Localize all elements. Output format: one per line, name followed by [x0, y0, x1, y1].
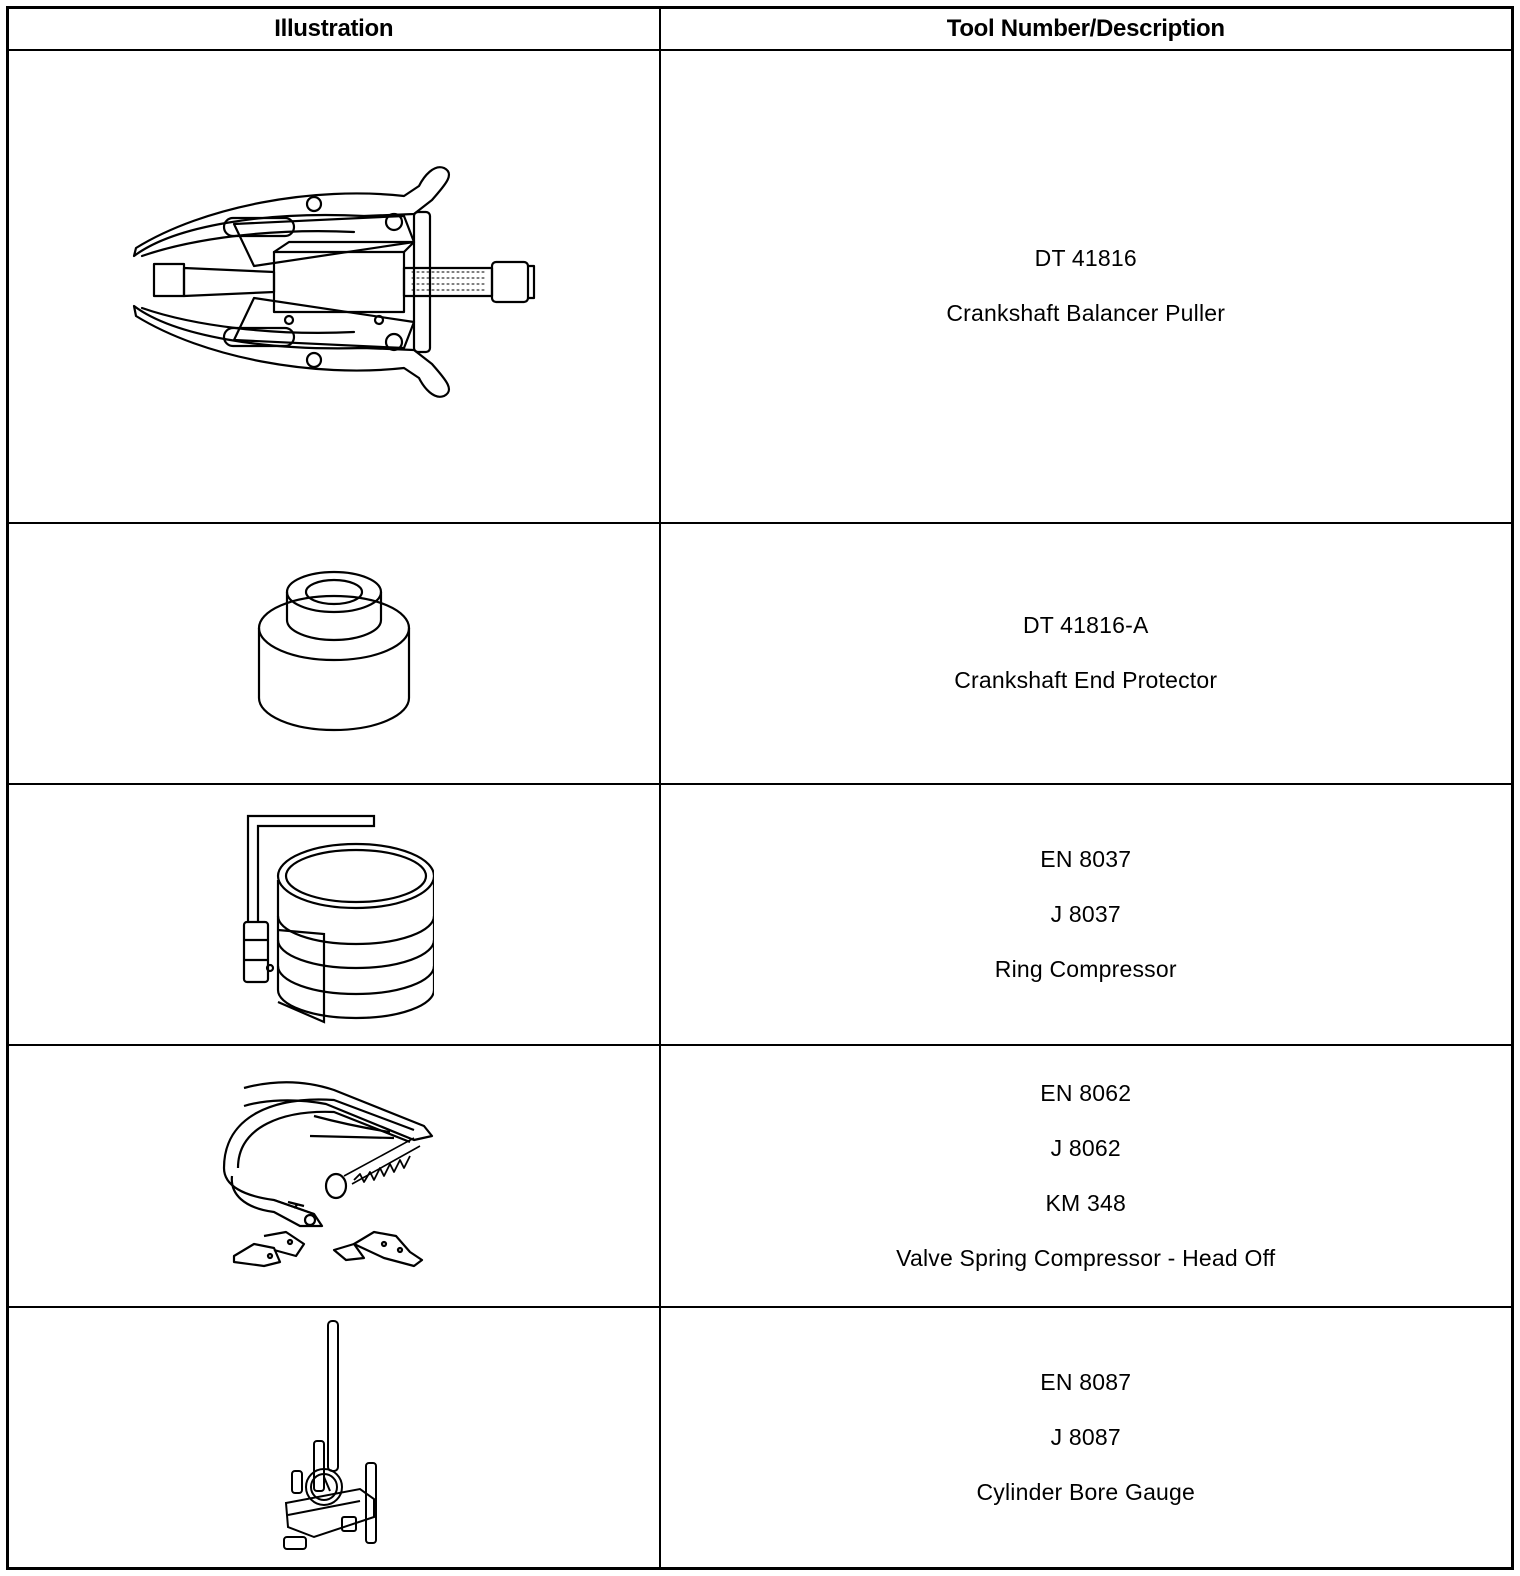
tool-description: Cylinder Bore Gauge [976, 1478, 1196, 1505]
illustration-cell [8, 1307, 660, 1569]
tool-number: EN 8037 [1040, 846, 1132, 873]
tool-number-km: KM 348 [1045, 1190, 1126, 1217]
tool-description: Valve Spring Compressor - Head Off [896, 1245, 1276, 1272]
tool-number: EN 8087 [1040, 1368, 1132, 1395]
header-illustration: Illustration [8, 8, 660, 51]
tool-table [6, 6, 1514, 1570]
illustration-cell [8, 784, 660, 1045]
table-row [8, 50, 1513, 523]
crankshaft-balancer-puller-illustration [114, 156, 554, 416]
tool-number-alt: J 8062 [1050, 1135, 1121, 1162]
tool-number-alt: J 8087 [1050, 1423, 1121, 1450]
ring-compressor-illustration [234, 800, 434, 1030]
tool-description: Crankshaft End Protector [954, 667, 1218, 694]
description-cell [660, 50, 1513, 523]
table-header-row [8, 8, 1513, 51]
table-row [8, 1045, 1513, 1306]
description-cell [660, 784, 1513, 1045]
tool-number: EN 8062 [1040, 1080, 1132, 1107]
cylinder-bore-gauge-illustration [274, 1317, 394, 1557]
crankshaft-end-protector-illustration [249, 568, 419, 738]
tool-number: DT 41816-A [1022, 612, 1149, 639]
illustration-cell [8, 523, 660, 784]
tool-description: Ring Compressor [994, 956, 1177, 983]
table-row [8, 523, 1513, 784]
table-row [8, 1307, 1513, 1569]
valve-spring-compressor-illustration [214, 1076, 454, 1276]
table-row [8, 784, 1513, 1045]
tool-number: DT 41816 [1034, 245, 1137, 272]
illustration-cell [8, 1045, 660, 1306]
description-cell [660, 1045, 1513, 1306]
tool-number-alt: J 8037 [1050, 901, 1121, 928]
illustration-cell [8, 50, 660, 523]
description-cell [660, 1307, 1513, 1569]
description-cell [660, 523, 1513, 784]
header-tool-number-description: Tool Number/Description [660, 8, 1513, 51]
tool-description: Crankshaft Balancer Puller [946, 300, 1226, 327]
